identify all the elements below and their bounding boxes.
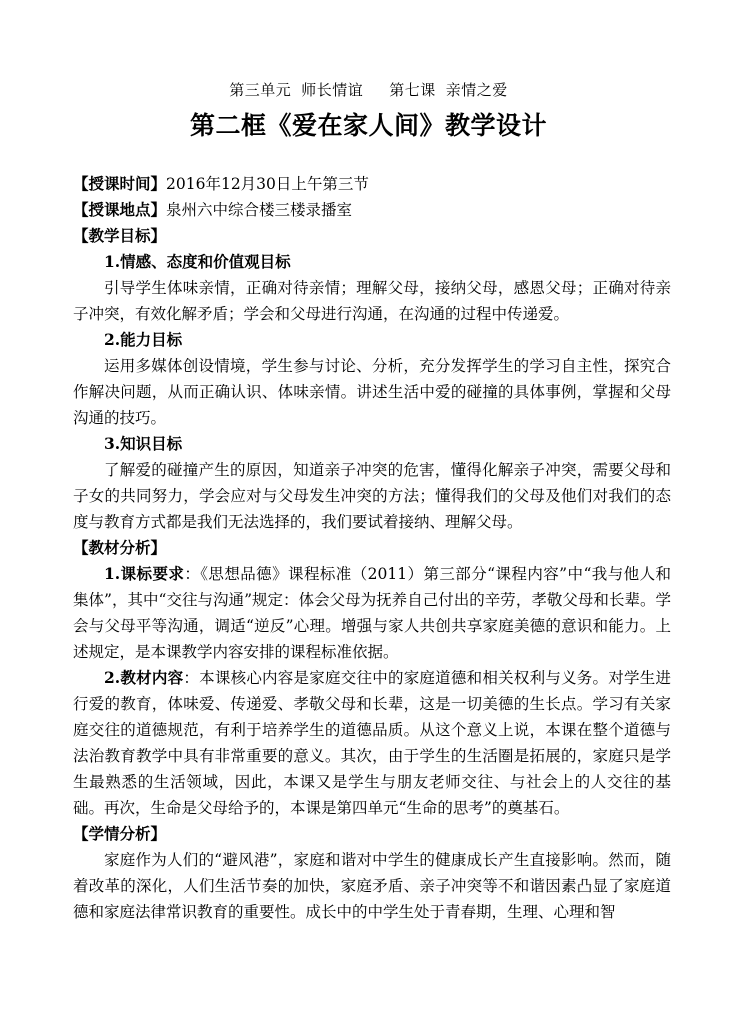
objective-2-title: 2.能力目标 (104, 330, 183, 349)
unit-topic: 师长情谊 (301, 81, 364, 99)
materials-heading: 【教材分析】 (73, 538, 167, 557)
objective-2-text: 运用多媒体创设情境，学生参与讨论、分析，充分发挥学生的学习自主性，探究合作解决问题，从而正确认识、体味亲情。讲述生活中爱的碰撞的具体事例，掌握和父母沟通的技巧。 (73, 357, 671, 427)
document-title: 第二框《爱在家人间》教学设计 (189, 111, 547, 140)
lesson-place-value: 泉州六中综合楼三楼录播室 (166, 201, 353, 219)
materials-item-2 (73, 665, 671, 821)
materials-item-2-text: ：本课核心内容是家庭交往中的家庭道德和相关权利与义务。对学生进行爱的教育，体味爱、传递爱、孝敬父母和长辈，这是一切美德的生长点。学习有关家庭交往的道德规范，有利于培养学生的道德品质。从这个意义上说，本课在整个道德与法治教育教学中具有非常重要的意义。其次，由于学生的生活圈是拓展的，家庭只是学生最熟悉的生活领域，因此，本课又是学生与朋友老师交往、与社会上的人交往的基础。再次，生命是父母给予的，本课是第四单元“生命的思考”的奠基石。 (73, 669, 671, 817)
materials-item-1 (73, 561, 671, 665)
materials-item-1-text: ：《思想品德》课程标准（2011）第三部分“课程内容”中“我与他人和集体”，其中“交往与沟通”规定：体会父母为抚养自己付出的辛劳，孝敬父母和长辈。学会与父母平等沟通，调适“逆反”心理。增强与家人共创共享家庭美德的意识和能力。上述规定，是本课教学内容安排的课程标准依据。 (73, 565, 671, 661)
lesson-label: 第七课 (389, 81, 436, 99)
lesson-time-value: 2016年12月30日上午第三节 (166, 175, 369, 193)
lesson-place (73, 197, 671, 223)
objective-1-title: 1.情感、态度和价值观目标 (104, 252, 291, 271)
lesson-header (0, 79, 737, 100)
document-body (73, 171, 671, 925)
objective-3-title: 3.知识目标 (104, 434, 183, 453)
lesson-time (73, 171, 671, 197)
unit-label: 第三单元 (229, 81, 292, 99)
materials-item-1-label: 1.课标要求 (104, 564, 185, 583)
lesson-topic: 亲情之爱 (445, 81, 508, 99)
lesson-place-label: 【授课地点】 (73, 200, 167, 219)
objective-3-text: 了解爱的碰撞产生的原因，知道亲子冲突的危害，懂得化解亲子冲突，需要父母和子女的共同努力，学会应对与父母发生冲突的方法；懂得我们的父母及他们对我们的态度与教育方式都是我们无法选择的，我们要试着接纳、理解父母。 (73, 461, 671, 531)
students-text: 家庭作为人们的“避风港”，家庭和谐对中学生的健康成长产生直接影响。然而，随着改革的深化，人们生活节奏的加快，家庭矛盾、亲子冲突等不和谐因素凸显了家庭道德和家庭法律常识教育的重要性。成长中的中学生处于青春期，生理、心理和智 (73, 851, 671, 921)
students-heading: 【学情分析】 (73, 824, 167, 843)
lesson-time-label: 【授课时间】 (73, 174, 167, 193)
objective-1-text: 引导学生体味亲情，正确对待亲情；理解父母，接纳父母，感恩父母；正确对待亲子冲突，有效化解矛盾；学会和父母进行沟通，在沟通的过程中传递爱。 (73, 279, 671, 323)
materials-item-2-label: 2.教材内容 (104, 668, 184, 687)
objectives-heading: 【教学目标】 (73, 226, 167, 245)
